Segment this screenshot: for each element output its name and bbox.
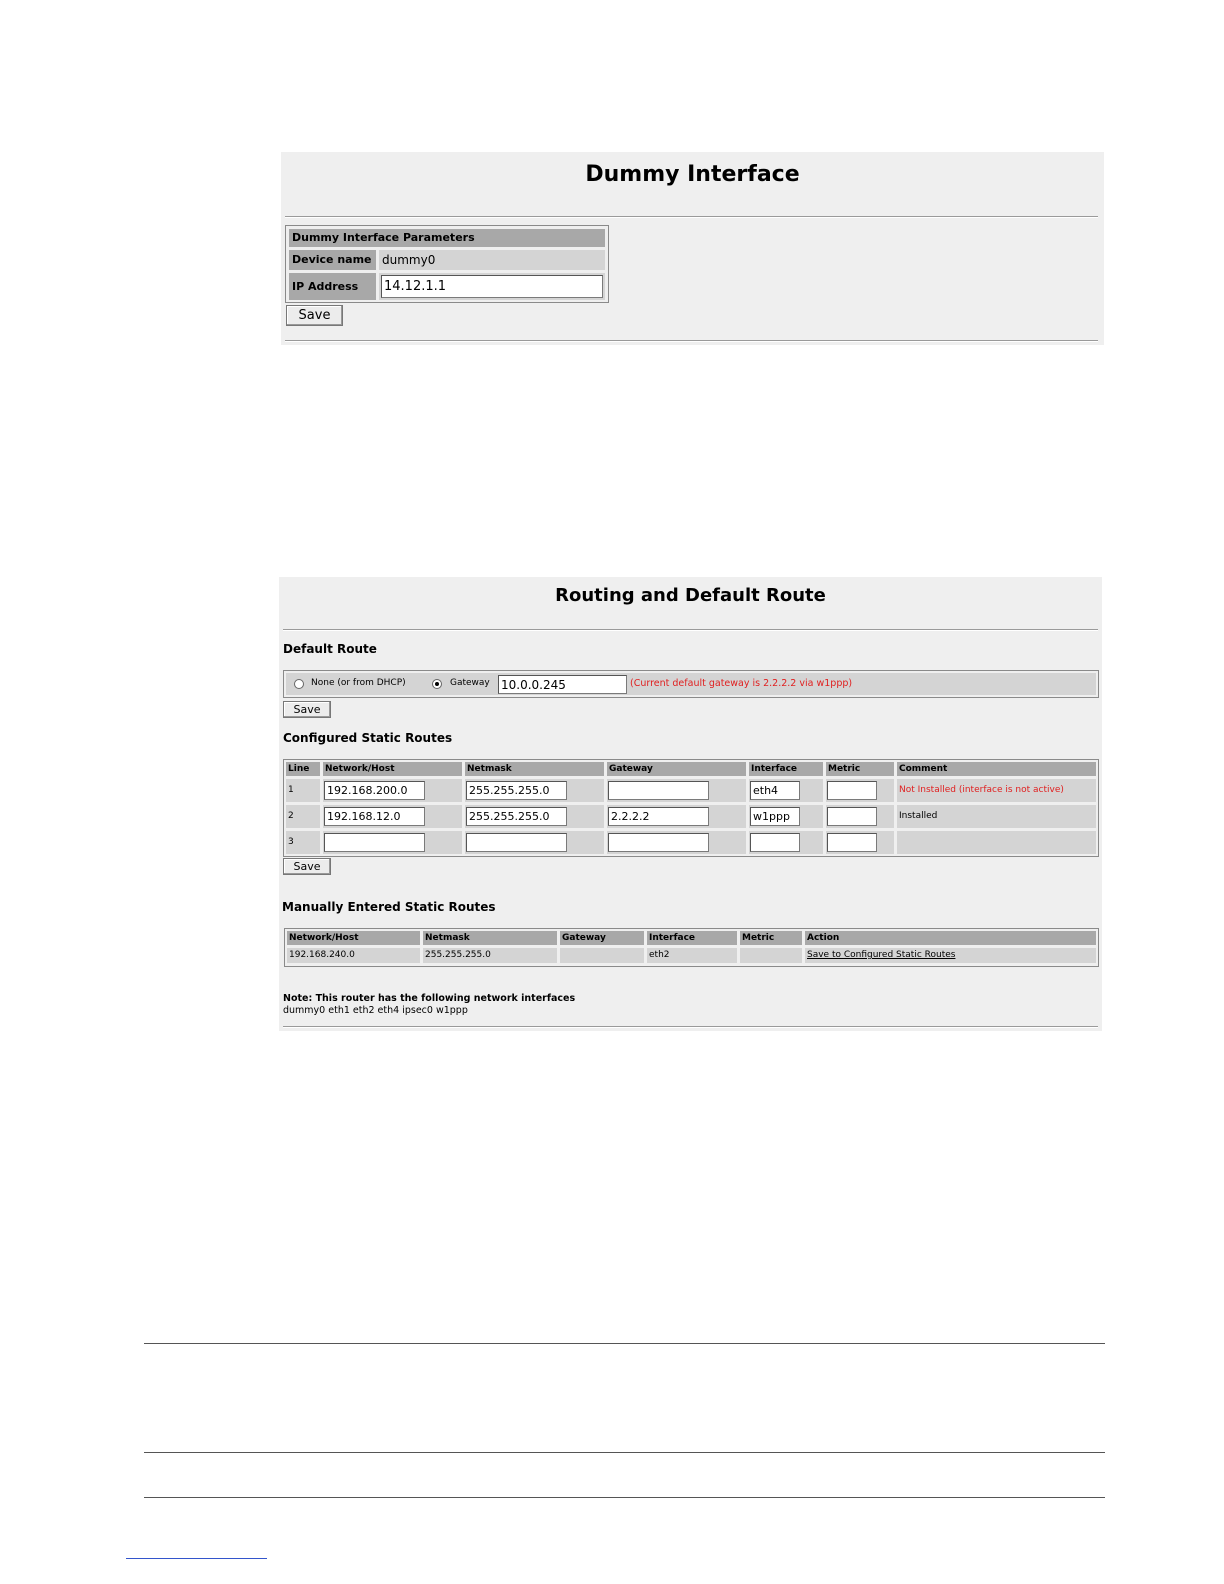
save-to-configured-link[interactable]: Save to Configured Static Routes	[807, 950, 956, 960]
table-row-2-comment: Installed	[897, 805, 1096, 828]
manual-row-netmask: 255.255.255.0	[423, 948, 557, 963]
table-row-1-interface-cell	[749, 779, 823, 802]
default-route-row	[283, 670, 1099, 698]
params-header: Dummy Interface Parameters	[289, 229, 605, 247]
default-route-heading: Default Route	[283, 642, 377, 656]
route-1-interface-input[interactable]	[750, 781, 800, 800]
routing-title-divider	[283, 629, 1098, 631]
route-2-gateway-input[interactable]	[608, 807, 709, 826]
none-radio[interactable]	[294, 679, 304, 689]
route-1-gateway-input[interactable]	[608, 781, 709, 800]
manual-col-network: Network/Host	[287, 931, 420, 945]
col-header-network: Network/Host	[323, 762, 462, 776]
table-row-3-comment	[897, 831, 1096, 854]
route-2-metric-input[interactable]	[827, 807, 877, 826]
default-gateway-input[interactable]	[498, 675, 627, 694]
device-name-label: Device name	[289, 250, 376, 270]
col-header-line: Line	[286, 762, 320, 776]
routing-title: Routing and Default Route	[555, 585, 826, 606]
table-row-2-netmask-cell	[465, 805, 604, 828]
title-divider	[285, 216, 1098, 218]
route-3-gateway-input[interactable]	[608, 833, 709, 852]
table-row-1-line: 1	[286, 779, 320, 802]
table-row-1-metric-cell	[826, 779, 894, 802]
manual-row-metric	[740, 948, 802, 963]
manual-row-interface: eth2	[647, 948, 737, 963]
device-name-value: dummy0	[379, 250, 605, 270]
manual-routes-heading: Manually Entered Static Routes	[282, 900, 496, 914]
table-row-3-line: 3	[286, 831, 320, 854]
route-1-netmask-input[interactable]	[466, 781, 567, 800]
gateway-radio[interactable]	[432, 679, 442, 689]
route-3-network-input[interactable]	[324, 833, 425, 852]
table-row-1-gateway-cell	[607, 779, 746, 802]
gateway-radio-label: Gateway	[450, 678, 490, 688]
manual-row-gateway	[560, 948, 644, 963]
configured-routes-heading: Configured Static Routes	[283, 731, 453, 745]
table-row-3-gateway-cell	[607, 831, 746, 854]
table-row-3-metric-cell	[826, 831, 894, 854]
ip-address-label: IP Address	[289, 273, 376, 300]
table-row-2-line: 2	[286, 805, 320, 828]
col-header-comment: Comment	[897, 762, 1096, 776]
ip-address-input[interactable]	[381, 275, 603, 298]
route-3-netmask-input[interactable]	[466, 833, 567, 852]
none-radio-label: None (or from DHCP)	[311, 678, 406, 688]
current-gateway-note: (Current default gateway is 2.2.2.2 via w1ppp)	[630, 678, 853, 689]
route-1-network-input[interactable]	[324, 781, 425, 800]
table-row-2-metric-cell	[826, 805, 894, 828]
configured-routes-save-button[interactable]: Save	[283, 858, 331, 875]
bottom-divider	[285, 340, 1098, 342]
configured-routes-table	[283, 759, 1099, 857]
table-row-2-gateway-cell	[607, 805, 746, 828]
manual-row-action-cell	[805, 948, 1096, 963]
dummy-save-button[interactable]: Save	[286, 305, 343, 326]
manual-col-gateway: Gateway	[560, 931, 644, 945]
col-header-gateway: Gateway	[607, 762, 746, 776]
interfaces-note-title: Note: This router has the following network interfaces	[283, 993, 576, 1004]
route-3-metric-input[interactable]	[827, 833, 877, 852]
manual-col-interface: Interface	[647, 931, 737, 945]
page-rule-2	[144, 1452, 1105, 1453]
table-row-2-interface-cell	[749, 805, 823, 828]
dummy-interface-title: Dummy Interface	[585, 162, 800, 187]
table-row-2-network-cell	[323, 805, 462, 828]
route-2-interface-input[interactable]	[750, 807, 800, 826]
page-rule-1	[144, 1343, 1105, 1344]
manual-col-netmask: Netmask	[423, 931, 557, 945]
col-header-metric: Metric	[826, 762, 894, 776]
route-2-network-input[interactable]	[324, 807, 425, 826]
col-header-netmask: Netmask	[465, 762, 604, 776]
routing-bottom-divider	[283, 1026, 1098, 1028]
table-row-1-comment: Not Installed (interface is not active)	[897, 779, 1096, 802]
col-header-interface: Interface	[749, 762, 823, 776]
manual-routes-table	[284, 928, 1099, 967]
manual-col-metric: Metric	[740, 931, 802, 945]
table-row-1-network-cell	[323, 779, 462, 802]
interfaces-note-list: dummy0 eth1 eth2 eth4 ipsec0 w1ppp	[283, 1005, 468, 1016]
footnote-rule	[126, 1558, 267, 1559]
manual-col-action: Action	[805, 931, 1096, 945]
table-row-3-interface-cell	[749, 831, 823, 854]
default-route-save-button[interactable]: Save	[283, 701, 331, 718]
route-2-netmask-input[interactable]	[466, 807, 567, 826]
route-1-metric-input[interactable]	[827, 781, 877, 800]
routing-panel	[279, 577, 1102, 1031]
table-row-3-network-cell	[323, 831, 462, 854]
route-3-interface-input[interactable]	[750, 833, 800, 852]
dummy-interface-panel	[281, 152, 1104, 345]
manual-row-network: 192.168.240.0	[287, 948, 420, 963]
page-rule-3	[144, 1497, 1105, 1498]
ip-address-cell	[379, 273, 605, 300]
table-row-1-netmask-cell	[465, 779, 604, 802]
dummy-params-table	[285, 225, 609, 303]
table-row-3-netmask-cell	[465, 831, 604, 854]
